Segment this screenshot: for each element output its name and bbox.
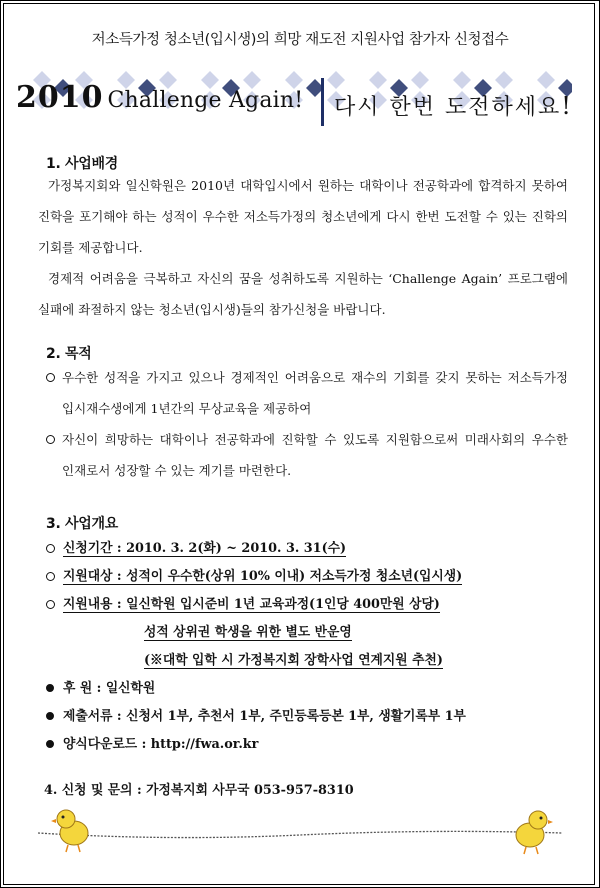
section1-heading: 1. 사업배경 — [46, 156, 118, 172]
section2-heading: 2. 목적 — [46, 346, 92, 362]
list-item — [44, 647, 584, 675]
section1-paragraph-2: 경제적 어려움을 극복하고 자신의 꿈을 성취하도록 지원하는 ‘Challenge Again’ 프로그램에 실패에 좌절하지 않는 청소년(입시생)들의 참가신청을 바랍니다. — [38, 271, 568, 317]
filled-bullet-icon — [46, 712, 54, 720]
circle-bullet-icon — [46, 544, 55, 553]
list-item — [44, 731, 584, 759]
chick-right-icon — [516, 811, 553, 854]
overview-target: 지원대상 : 성적이 우수한(상위 10% 이내) 저소득가정 청소년(입시생) — [63, 569, 463, 584]
circle-bullet-icon — [46, 600, 55, 609]
section1-paragraph-1: 가정복지회와 일신학원은 2010년 대학입시에서 원하는 대학이나 전공학과에 합격하지 못하여 진학을 포기해야 하는 성적이 우수한 저소득가정의 청소년에게 다시 한번 도전할 수 있는 진학의 기회를 제공합니다. — [38, 178, 568, 255]
title-banner — [14, 70, 586, 140]
section2-item-2: 자신이 희망하는 대학이나 전공학과에 진학할 수 있도록 지원함으로써 미래사회의 우수한 인재로서 성장할 수 있는 계기를 마련한다. — [62, 432, 568, 478]
filled-bullet-icon — [46, 740, 54, 748]
overview-download: 양식다운로드 : http://fwa.or.kr — [63, 737, 259, 752]
overview-period: 신청기간 : 2010. 3. 2(화) ~ 2010. 3. 31(수) — [63, 541, 347, 556]
list-item — [44, 591, 584, 619]
title-korean-wrap — [334, 90, 573, 121]
overview-sponsor: 후 원 : 일신학원 — [63, 681, 156, 696]
overview-content-sub2: (※대학 입학 시 가정복지회 장학사업 연계지원 추천) — [144, 653, 443, 668]
section2-list — [44, 362, 568, 486]
title-phrase: Challenge Again! — [107, 88, 304, 113]
list-item — [44, 619, 584, 647]
circle-bullet-icon — [46, 435, 55, 444]
filled-bullet-icon — [46, 684, 54, 692]
list-item — [44, 675, 584, 703]
rope-line — [38, 831, 562, 837]
list-item — [44, 563, 584, 591]
header-line: 저소득가정 청소년(입시생)의 희망 재도전 지원사업 참가자 신청접수 — [91, 32, 509, 48]
list-item — [44, 362, 568, 424]
overview-documents: 제출서류 : 신청서 1부, 추천서 1부, 주민등록등본 1부, 생활기록부 1부 — [63, 709, 466, 724]
chick-left-icon — [51, 810, 88, 852]
circle-bullet-icon — [46, 373, 55, 382]
title-year: 2010 — [16, 80, 104, 115]
contact-line: 4. 신청 및 문의 : 가정복지회 사무국 053-957-8310 — [44, 783, 354, 798]
chick-rope-decoration — [30, 805, 570, 865]
section2-item-1: 우수한 성적을 가지고 있으나 경제적인 어려움으로 재수의 기회를 갖지 못하는 저소득가정 입시재수생에게 1년간의 무상교육을 제공하여 — [62, 370, 568, 416]
section1-body — [38, 170, 568, 325]
title-divider-bar — [321, 78, 324, 126]
section3-heading: 3. 사업개요 — [46, 516, 118, 532]
section3-list — [44, 535, 584, 759]
list-item — [44, 535, 584, 563]
circle-bullet-icon — [46, 572, 55, 581]
list-item — [44, 703, 584, 731]
title-exclaim: ! — [561, 92, 573, 120]
title-korean: 다시 한번 도전하세요 — [334, 95, 562, 120]
title-english — [16, 80, 303, 115]
list-item — [44, 424, 568, 486]
overview-content: 지원내용 : 일신학원 입시준비 1년 교육과정(1인당 400만원 상당) — [63, 597, 440, 612]
overview-content-sub1: 성적 상위권 학생을 위한 별도 반운영 — [144, 625, 352, 640]
